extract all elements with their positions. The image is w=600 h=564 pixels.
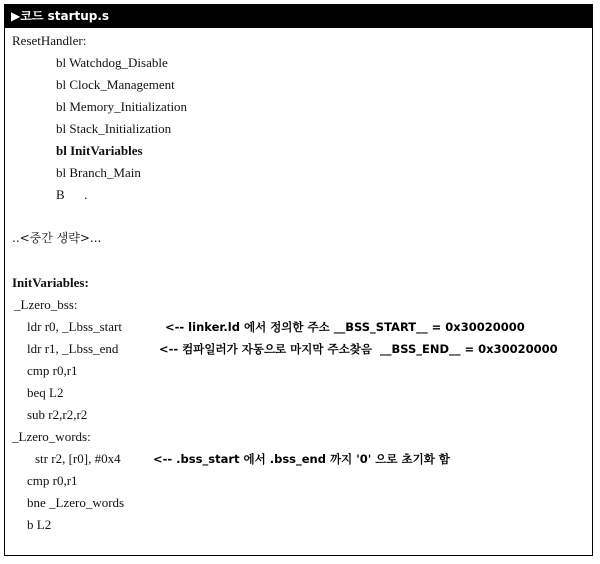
code-line-highlighted: bl InitVariables [56,143,143,158]
code-line: str r2, [r0], #0x4 [35,451,121,466]
comment-bss-end: <-- 컴파일러가 자동으로 마지막 주소찾음 __BSS_END__ = 0x30020000 [159,342,558,356]
code-line: ldr r0, _Lbss_start [27,319,122,334]
label-init-variables: InitVariables: [12,275,89,290]
label-lzero-bss: _Lzero_bss: [14,297,78,312]
label-lzero-words: _Lzero_words: [12,429,91,444]
code-line: cmp r0,r1 [27,363,78,378]
code-line: B . [56,187,88,202]
omitted-marker: ..<중간 생략>... [12,231,102,245]
code-line: bl Clock_Management [56,77,175,92]
label-reset-handler: ResetHandler: [12,33,87,48]
code-line: beq L2 [27,385,64,400]
code-line: ldr r1, _Lbss_end [27,341,119,356]
comment-zero-init: <-- .bss_start 에서 .bss_end 까지 '0' 으로 초기화 함 [153,452,450,466]
code-line: bl Memory_Initialization [56,99,188,114]
comment-bss-start: <-- linker.ld 에서 정의한 주소 __BSS_START__ = 0x30020000 [165,320,525,334]
code-line: sub r2,r2,r2 [27,407,88,422]
code-title: ▶코드 startup.s [5,5,592,28]
code-line: bne _Lzero_words [27,495,125,510]
code-line: bl Stack_Initialization [56,121,172,136]
code-line: cmp r0,r1 [27,473,78,488]
code-line: bl Branch_Main [56,165,141,180]
code-box [4,4,593,556]
code-line: b L2 [27,517,52,532]
code-line: bl Watchdog_Disable [56,55,168,70]
